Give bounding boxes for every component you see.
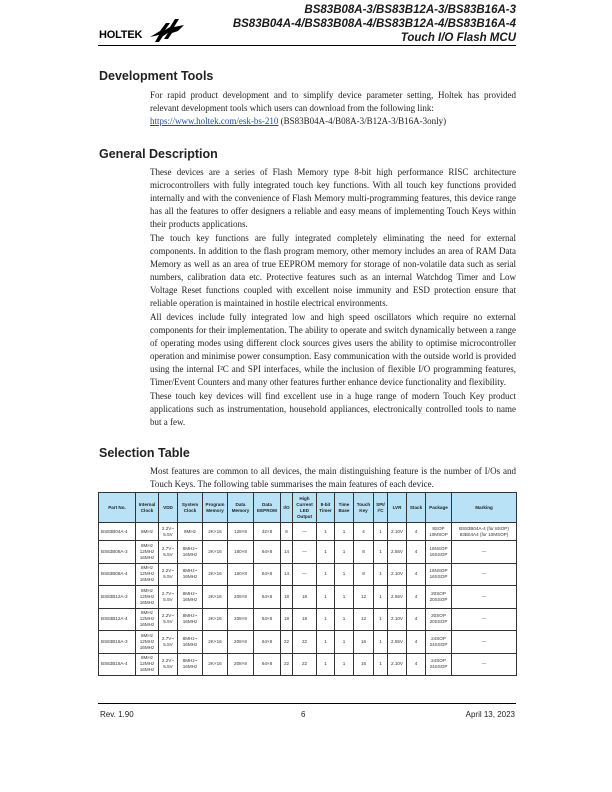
holtek-logo-mark-icon: [148, 15, 188, 43]
title-line-3: Touch I/O Flash MCU: [400, 32, 516, 44]
cell-time-base: 1: [335, 523, 354, 541]
cell-part-no: BS83B12A-3: [99, 586, 136, 609]
cell-system-clock: 8MHz~ 16MHz: [178, 653, 203, 676]
cell-package: 16NSOP 16SSOP: [426, 563, 452, 586]
cell-timer: 1: [317, 586, 335, 609]
cell-part-no: BS83B16A-3: [99, 631, 136, 654]
cell-part-no: BS83B08A-3: [99, 541, 136, 564]
cell-part-no: BS83B08A-4: [99, 563, 136, 586]
cell-timer: 1: [317, 563, 335, 586]
col-header-lvr: LVR: [388, 493, 407, 523]
cell-touch-key: 8: [354, 541, 374, 564]
cell-marking: BS83B04A-4 (for 8SOP) 83B04A4 (for 10MSOP): [452, 523, 517, 541]
page-number: 6: [301, 710, 306, 719]
cell-vdd: 2.2V~ 5.5V: [159, 653, 178, 676]
col-header-touch-key: Touch Key: [354, 493, 374, 523]
cell-lvr: 2.10V: [388, 563, 407, 586]
cell-stack: 4: [407, 608, 426, 631]
cell-time-base: 1: [335, 541, 354, 564]
cell-io: 18: [281, 586, 293, 609]
cell-data-memory: 208×8: [228, 653, 254, 676]
cell-spi-i2c: 1: [374, 608, 388, 631]
cell-lvr: 2.10V: [388, 608, 407, 631]
col-header-data-memory: Data Memory: [228, 493, 254, 523]
cell-spi-i2c: 1: [374, 523, 388, 541]
cell-time-base: 1: [335, 563, 354, 586]
cell-data-eeprom: 64×8: [254, 563, 281, 586]
cell-stack: 4: [407, 523, 426, 541]
cell-system-clock: 8MHz~ 16MHz: [178, 563, 203, 586]
cell-io: 18: [281, 608, 293, 631]
cell-data-eeprom: 32×8: [254, 523, 281, 541]
holtek-logo: [98, 15, 188, 45]
cell-lvr: 2.55V: [388, 586, 407, 609]
cell-spi-i2c: 1: [374, 563, 388, 586]
esk-download-link[interactable]: https://www.holtek.com/esk-bs-210: [150, 115, 279, 126]
cell-lvr: 2.10V: [388, 523, 407, 541]
cell-data-eeprom: 64×8: [254, 631, 281, 654]
cell-touch-key: 4: [354, 523, 374, 541]
cell-package: 16NSOP 16SSOP: [426, 541, 452, 564]
cell-data-memory: 160×8: [228, 563, 254, 586]
revision-label: Rev. 1.90: [100, 710, 134, 719]
cell-stack: 4: [407, 541, 426, 564]
cell-lvr: 2.10V: [388, 653, 407, 676]
cell-program-memory: 2K×16: [203, 608, 228, 631]
cell-stack: 4: [407, 563, 426, 586]
cell-led-output: —: [293, 563, 317, 586]
cell-data-memory: 160×8: [228, 541, 254, 564]
cell-part-no: BS83B16A-4: [99, 653, 136, 676]
cell-led-output: —: [293, 523, 317, 541]
cell-timer: 1: [317, 541, 335, 564]
cell-marking: —: [452, 563, 517, 586]
cell-time-base: 1: [335, 631, 354, 654]
col-header-vdd: VDD: [159, 493, 178, 523]
col-header-spi-i2c: SPI/ I²C: [374, 493, 388, 523]
cell-stack: 4: [407, 586, 426, 609]
cell-package: 24SOP 24SSOP: [426, 653, 452, 676]
table-row: [99, 608, 517, 631]
cell-timer: 1: [317, 608, 335, 631]
title-line-2: BS83B04A-4/BS83B08A-4/BS83B12A-4/BS83B16A-4: [232, 18, 516, 30]
col-header-timer: 8-bit Timer: [317, 493, 335, 523]
cell-lvr: 2.55V: [388, 541, 407, 564]
cell-part-no: BS83B12A-4: [99, 608, 136, 631]
cell-internal-clock: 8MHz: [136, 523, 159, 541]
cell-internal-clock: 8MHz 12MHz 16MHz: [136, 586, 159, 609]
col-header-part-no: Part No.: [99, 493, 136, 523]
cell-led-output: 18: [293, 586, 317, 609]
section-title-general-description: General Description: [99, 147, 218, 161]
cell-led-output: —: [293, 541, 317, 564]
col-header-time-base: Time Base: [335, 493, 354, 523]
cell-internal-clock: 8MHz 12MHz 16MHz: [136, 653, 159, 676]
cell-time-base: 1: [335, 586, 354, 609]
cell-touch-key: 16: [354, 653, 374, 676]
cell-program-memory: 2K×16: [203, 523, 228, 541]
cell-led-output: 22: [293, 631, 317, 654]
table-row: [99, 541, 517, 564]
cell-data-eeprom: 64×8: [254, 608, 281, 631]
cell-data-memory: 208×8: [228, 586, 254, 609]
cell-marking: —: [452, 608, 517, 631]
cell-io: 14: [281, 541, 293, 564]
revision-date: April 13, 2023: [465, 710, 515, 719]
cell-marking: —: [452, 631, 517, 654]
cell-vdd: 2.7V~ 5.5V: [159, 586, 178, 609]
cell-package: 8SOP 10MSOP: [426, 523, 452, 541]
cell-data-memory: 208×8: [228, 608, 254, 631]
cell-internal-clock: 8MHz 12MHz 16MHz: [136, 541, 159, 564]
cell-package: 20SOP 20SSOP: [426, 586, 452, 609]
cell-spi-i2c: 1: [374, 586, 388, 609]
section-title-development-tools: Development Tools: [99, 69, 214, 83]
cell-system-clock: 8MHz~ 16MHz: [178, 608, 203, 631]
general-description-paragraph-1: These devices are a series of Flash Memory type 8-bit high performance RISC architecture microcontrollers with fully integrated touch key functions. With all touch key functions provided internally and with the convenience of Flash Memory multi-programming features, this device range has all the features to offer designers a reliable and easy means of implementing Touch Keys within their products applications.: [150, 167, 516, 229]
col-header-data-eeprom: Data EEPROM: [254, 493, 281, 523]
cell-internal-clock: 8MHz 12MHz 16MHz: [136, 608, 159, 631]
footer-divider: [98, 703, 516, 704]
cell-time-base: 1: [335, 608, 354, 631]
cell-package: 24SOP 24SSOP: [426, 631, 452, 654]
cell-time-base: 1: [335, 653, 354, 676]
col-header-marking: Marking: [452, 493, 517, 523]
table-row: [99, 653, 517, 676]
cell-data-eeprom: 64×8: [254, 653, 281, 676]
table-row: [99, 563, 517, 586]
cell-lvr: 2.55V: [388, 631, 407, 654]
col-header-internal-clock: Internal Clock: [136, 493, 159, 523]
col-header-stack: Stack: [407, 493, 426, 523]
cell-system-clock: 8MHz~ 16MHz: [178, 631, 203, 654]
general-description-paragraph-3: All devices include fully integrated low and high speed oscillators which require no external components for their implementation. The ability to operate and switch dynamically between a range of operating modes using different clock sources gives users the ability to optimise microcontroller operation and minimise power consumption. Easy communication with the outside world is provided using the internal I²C and SPI interfaces, while the inclusion of flexible I/O programming features, Timer/Event Counters and many other features further enhance device functionality and flexibility.: [150, 312, 516, 387]
cell-internal-clock: 8MHz 12MHz 16MHz: [136, 631, 159, 654]
cell-data-eeprom: 64×8: [254, 586, 281, 609]
col-header-io: I/O: [281, 493, 293, 523]
cell-timer: 1: [317, 523, 335, 541]
link-suffix: (BS83B04A-4/B08A-3/B12A-3/B16A-3only): [278, 115, 447, 126]
cell-data-eeprom: 64×8: [254, 541, 281, 564]
selection-table: [98, 492, 517, 676]
cell-stack: 4: [407, 653, 426, 676]
col-header-program-memory: Program Memory: [203, 493, 228, 523]
cell-system-clock: 8MHz~ 16MHz: [178, 541, 203, 564]
col-header-system-clock: System Clock: [178, 493, 203, 523]
selection-table-intro: Most features are common to all devices, the main distinguishing feature is the number of I/Os and Touch Keys. The following table summarises the main features of each device.: [150, 466, 516, 489]
cell-led-output: 18: [293, 608, 317, 631]
cell-system-clock: 8MHz: [178, 523, 203, 541]
cell-timer: 1: [317, 631, 335, 654]
cell-touch-key: 16: [354, 631, 374, 654]
cell-program-memory: 2K×16: [203, 541, 228, 564]
cell-part-no: BS83B04A-4: [99, 523, 136, 541]
cell-vdd: 2.2V~ 5.5V: [159, 563, 178, 586]
cell-marking: —: [452, 586, 517, 609]
cell-program-memory: 2K×16: [203, 653, 228, 676]
col-header-package: Package: [426, 493, 452, 523]
cell-marking: —: [452, 653, 517, 676]
cell-data-memory: 128×8: [228, 523, 254, 541]
cell-internal-clock: 8MHz 12MHz 16MHz: [136, 563, 159, 586]
development-tools-paragraph: [150, 89, 516, 128]
cell-timer: 1: [317, 653, 335, 676]
cell-touch-key: 12: [354, 586, 374, 609]
development-tools-text: For rapid product development and to simplify device parameter setting, Holtek has provided relevant development tools which users can download from the following link:: [150, 90, 516, 113]
cell-package: 20SOP 20SSOP: [426, 608, 452, 631]
cell-stack: 4: [407, 631, 426, 654]
logo-text: HOLTEK: [99, 29, 143, 41]
document-title: [233, 3, 516, 45]
general-description-paragraph-4: These touch key devices will find excellent use in a huge range of modern Touch Key product applications such as instrumentation, household appliances, electronically controlled tools to name but a few.: [150, 391, 516, 427]
cell-program-memory: 2K×16: [203, 586, 228, 609]
header-divider: [98, 45, 516, 46]
cell-data-memory: 208×8: [228, 631, 254, 654]
cell-vdd: 2.7V~ 5.5V: [159, 631, 178, 654]
table-row: [99, 523, 517, 541]
cell-program-memory: 2K×16: [203, 631, 228, 654]
cell-spi-i2c: 1: [374, 541, 388, 564]
cell-touch-key: 8: [354, 563, 374, 586]
table-header-row: [99, 493, 517, 523]
cell-led-output: 22: [293, 653, 317, 676]
section-title-selection-table: Selection Table: [99, 446, 190, 460]
cell-io: 22: [281, 653, 293, 676]
cell-io: 14: [281, 563, 293, 586]
general-description-paragraph-2: The touch key functions are fully integrated completely eliminating the need for external components. In addition to the flash program memory, other memory includes an area of RAM Data Memory as well as an area of true EEPROM memory for storage of non-volatile data such as serial numbers, calibration data etc. Protective features such as an internal Watchdog Timer and Low Voltage Reset functions coupled with excellent noise immunity and ESD protection ensure that reliable operation is maintained in hostile electrical environments.: [150, 233, 516, 308]
cell-program-memory: 2K×16: [203, 563, 228, 586]
page-header: [98, 0, 516, 46]
cell-io: 22: [281, 631, 293, 654]
cell-vdd: 2.2V~ 5.5V: [159, 608, 178, 631]
cell-vdd: 2.2V~ 5.5V: [159, 523, 178, 541]
cell-spi-i2c: 1: [374, 653, 388, 676]
cell-touch-key: 12: [354, 608, 374, 631]
cell-marking: —: [452, 541, 517, 564]
table-row: [99, 586, 517, 609]
table-row: [99, 631, 517, 654]
title-line-1: BS83B08A-3/BS83B12A-3/BS83B16A-3: [304, 4, 516, 16]
col-header-led-output: High Current LED Output: [293, 493, 317, 523]
cell-system-clock: 8MHz~ 16MHz: [178, 586, 203, 609]
cell-io: 8: [281, 523, 293, 541]
cell-vdd: 2.7V~ 5.5V: [159, 541, 178, 564]
cell-spi-i2c: 1: [374, 631, 388, 654]
